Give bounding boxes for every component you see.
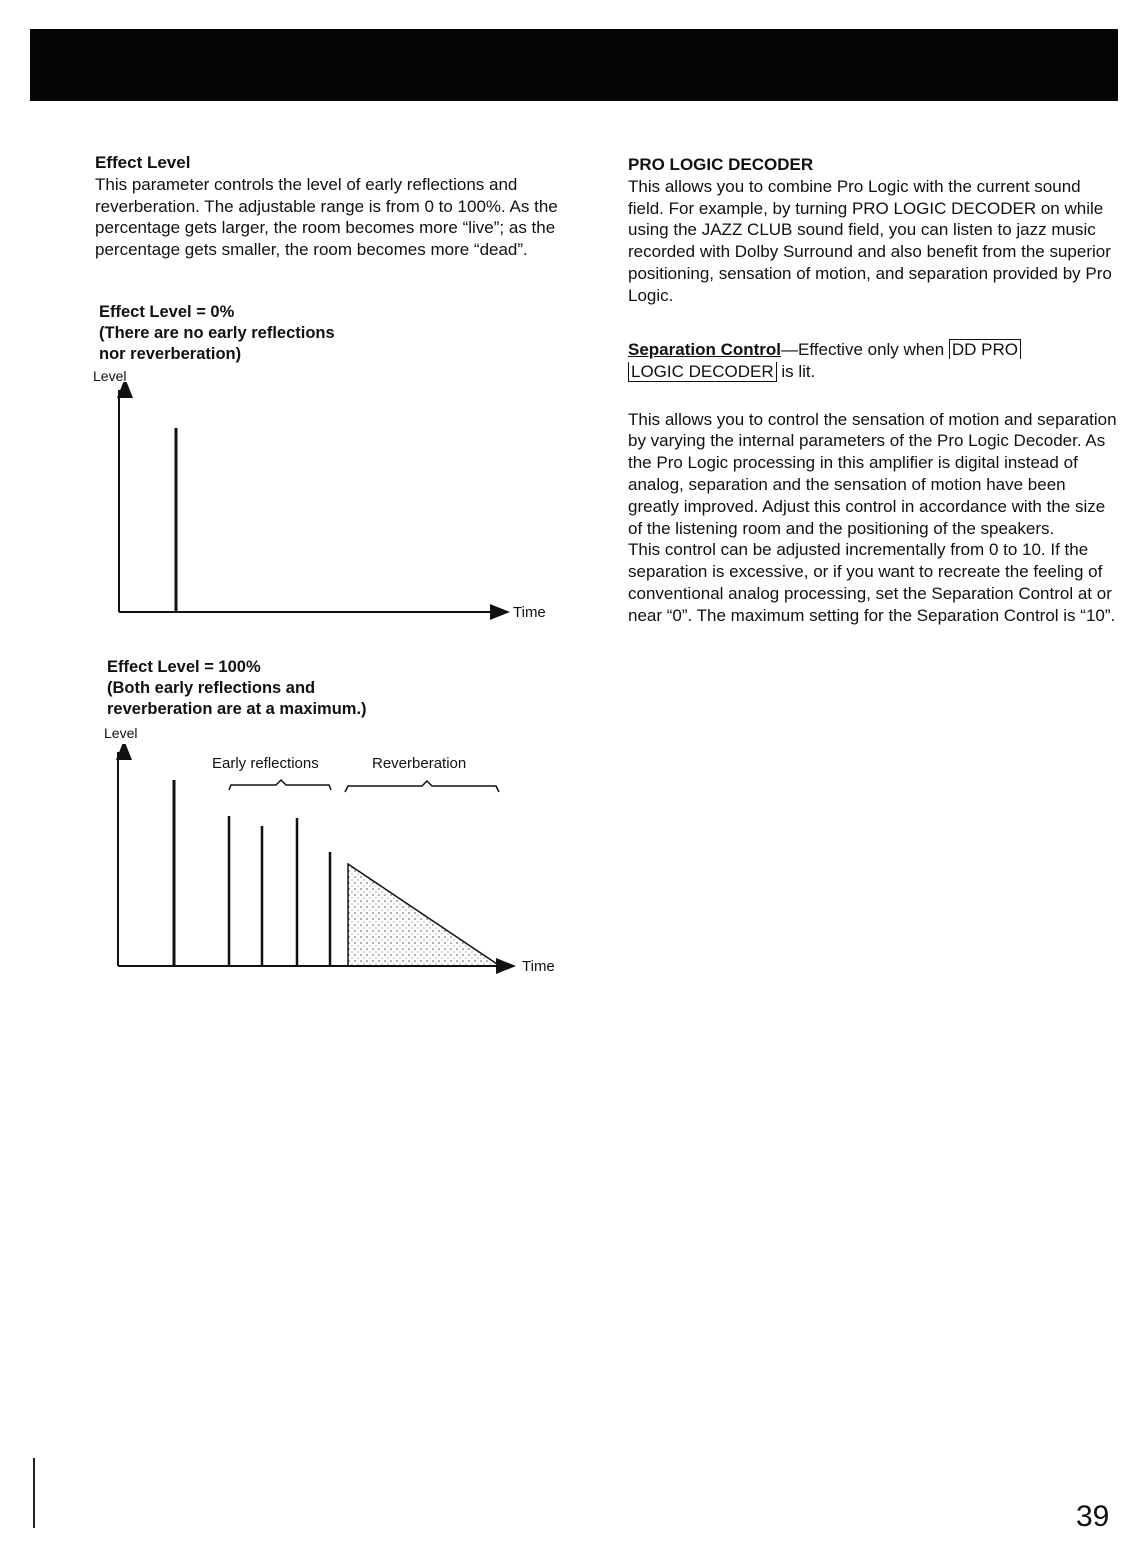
figure-100-early-label: Early reflections — [212, 755, 319, 772]
figure-0-y-label: Level — [93, 368, 127, 384]
effect-level-heading: Effect Level — [95, 153, 191, 172]
separation-body-1: This allows you to control the sensation of motion and separation by varying the internal parameters of the Pro Logic Decoder. As the Pro Logic processing in this amplifier is digital instead of analog, separation and the sensation of motion have been greatly improved. Adjust this control in accordance with the size of the listening room and the positioning of the speakers. — [628, 409, 1117, 538]
figure-100-reverb-bracket — [345, 781, 499, 792]
separation-body-2: This control can be adjusted incrementally from 0 to 10. If the separation is excessive, or if you want to recreate the feeling of conventional analog processing, set the Separation Control at or near “0”. The maximum setting for the Separation Control is “10”. — [628, 540, 1116, 625]
right-column — [628, 154, 1118, 627]
figure-100-reverb-label: Reverberation — [372, 755, 467, 772]
left-column — [95, 152, 595, 261]
figure-100-reverberation-decay — [348, 864, 500, 966]
margin-rule — [33, 1458, 35, 1528]
indicator-line2: LOGIC DECODER — [628, 362, 777, 382]
figure-100-caption-line3: reverberation are at a maximum.) — [107, 700, 367, 718]
figure-0-caption-line2: (There are no early reflections — [99, 324, 335, 342]
figure-0-caption-line3: nor reverberation) — [99, 345, 242, 363]
figure-100-caption-line1: Effect Level = 100% — [107, 658, 261, 676]
separation-title: Separation Control — [628, 339, 782, 359]
figure-100-caption-line2: (Both early reflections and — [107, 679, 316, 697]
figure-100-x-label: Time — [522, 958, 555, 975]
separation-tail: is lit. — [776, 361, 816, 381]
page-number: 39 — [1076, 1500, 1110, 1533]
figure-0-x-label: Time — [513, 604, 546, 621]
figure-100-y-label: Level — [104, 725, 138, 741]
indicator-line1: DD PRO — [949, 339, 1021, 359]
header-bar — [30, 29, 1118, 101]
effect-level-body: This parameter controls the level of early reflections and reverberation. The adjustable range is from 0 to 100%. As the percentage gets larger, the room becomes more “live”; as the percentage gets smaller, the room becomes more “dead”. — [95, 174, 558, 260]
separation-intro — [628, 339, 1118, 383]
figure-100-caption — [107, 657, 527, 720]
pro-logic-heading: PRO LOGIC DECODER — [628, 155, 814, 174]
figure-100-early-bracket — [229, 780, 331, 790]
pro-logic-body: This allows you to combine Pro Logic with the current sound field. For example, by turning PRO LOGIC DECODER on while using the JAZZ CLUB sound field, you can listen to jazz music recorded with Dolby Surround and also benefit from the superior positioning, sensation of motion, and separation provided by Pro Logic. — [628, 176, 1112, 305]
figure-0-caption-line1: Effect Level = 0% — [99, 303, 235, 321]
separation-dash-text: —Effective only when — [781, 339, 949, 359]
figure-0-caption — [99, 302, 519, 365]
